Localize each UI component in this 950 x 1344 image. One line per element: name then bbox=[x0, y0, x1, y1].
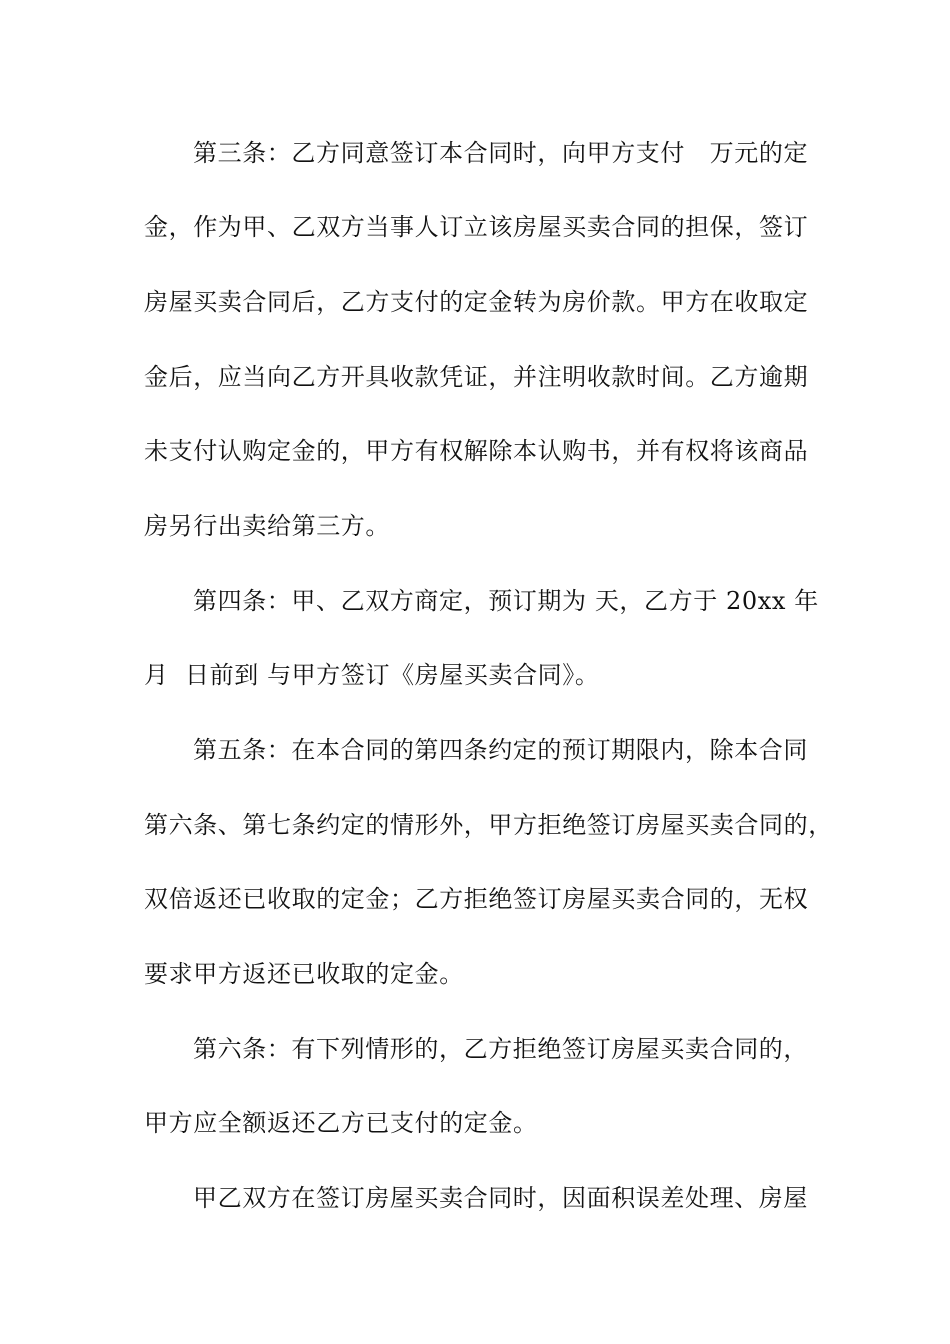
article-3-line-3: 房屋买卖合同后，乙方支付的定金转为房价款。甲方在收取定 bbox=[144, 288, 809, 316]
article-3-line-2: 金，作为甲、乙双方当事人订立该房屋买卖合同的担保，签订 bbox=[144, 213, 809, 241]
article-5-line-2: 第六条、第七条约定的情形外，甲方拒绝签订房屋买卖合同的， bbox=[144, 811, 833, 839]
article-3-line-6: 房另行出卖给第三方。 bbox=[144, 512, 390, 540]
article-3-line-5: 未支付认购定金的，甲方有权解除本认购书，并有权将该商品 bbox=[144, 437, 809, 465]
article-6-line-1: 第六条：有下列情形的，乙方拒绝签订房屋买卖合同的， bbox=[193, 1035, 808, 1063]
paragraph-line-1: 甲乙双方在签订房屋买卖合同时，因面积误差处理、房屋 bbox=[193, 1184, 808, 1212]
article-4-line-2: 月 日前到 与甲方签订《房屋买卖合同》。 bbox=[144, 661, 600, 689]
article-5-line-3: 双倍返还已收取的定金；乙方拒绝签订房屋买卖合同的，无权 bbox=[144, 885, 809, 913]
article-4-line-1: 第四条：甲、乙双方商定，预订期为 天，乙方于 20xx 年 bbox=[193, 587, 819, 615]
article-5-line-1: 第五条：在本合同的第四条约定的预订期限内，除本合同 bbox=[193, 736, 808, 764]
article-3-line-1: 第三条：乙方同意签订本合同时，向甲方支付 万元的定 bbox=[193, 139, 809, 167]
article-5-line-4: 要求甲方返还已收取的定金。 bbox=[144, 960, 464, 988]
article-3-line-4: 金后，应当向乙方开具收款凭证，并注明收款时间。乙方逾期 bbox=[144, 363, 809, 391]
article-6-line-2: 甲方应全额返还乙方已支付的定金。 bbox=[144, 1109, 538, 1137]
